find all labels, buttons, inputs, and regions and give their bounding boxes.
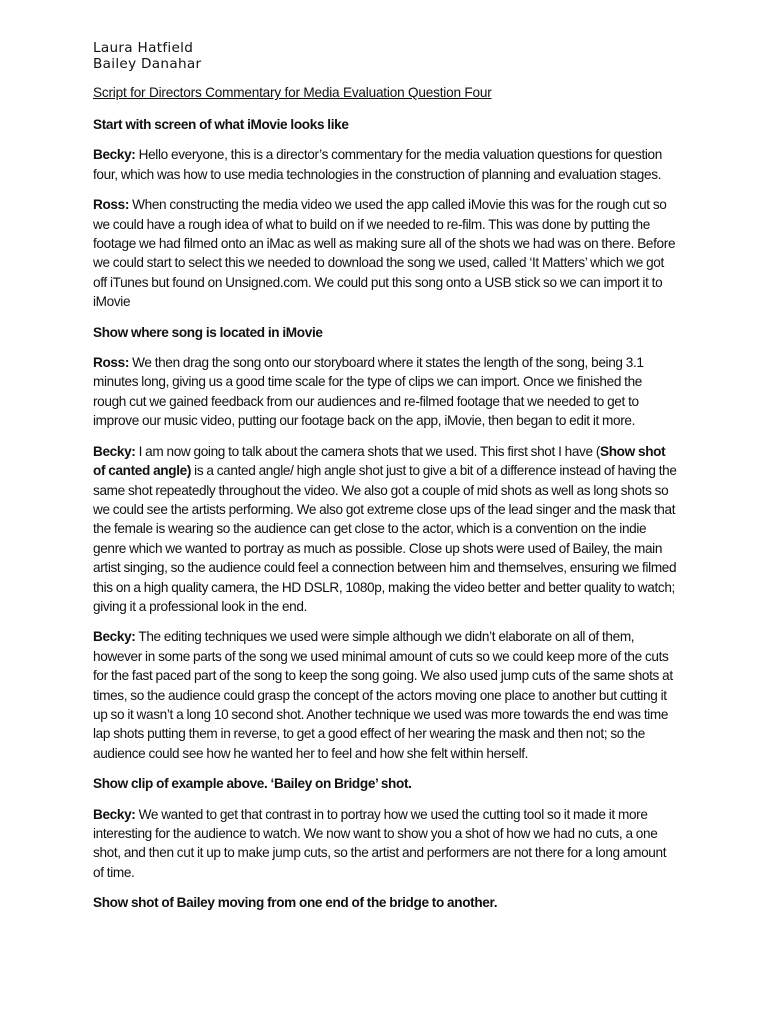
speech-text: We wanted to get that contrast in to portray how we used the cutting tool so it made it more interesting for the audience to watch. We now want to show you a shot of how we had no cuts, a one shot, and then cut it up to make jump cuts, so the artist and performers are not there for a long amount of time. xyxy=(93,806,667,880)
speech-paragraph xyxy=(93,805,677,883)
speech-text: We then drag the song onto our storyboard where it states the length of the song, being 3.1 minutes long, giving us a good time scale for the type of clips we can import. Once we finished the rough cut we gained feedback from our audiences and re-filmed footage that we needed to get to improve our music video, putting our footage back on the app, iMovie, then began to edit it more. xyxy=(93,355,644,429)
speech-text: is a canted angle/ high angle shot just to give a bit of a difference instead of having the same shot repeatedly throughout the video. We also got a couple of mid shots as well as long shots so we could see the artists performing. We also got extreme close ups of the lead singer and the mask that the female is wearing so the audience can get close to the actor, which is a convention on the indie genre which we wanted to portray as much as possible. Close up shots were used of Bailey, the main artist singing, so the audience could feel a connection between him and themselves, ensuring we filmed this on a high quality camera, the HD DSLR, 1080p, making the video better and better quality to watch; giving it a professional look in the end. xyxy=(93,463,677,614)
author-name: Laura Hatfield xyxy=(93,40,194,56)
speaker-label: Becky: xyxy=(93,443,136,459)
speaker-label: Ross: xyxy=(93,355,130,371)
speech-text: I am now going to talk about the camera shots that we used. This first shot I have ( xyxy=(135,443,601,459)
inline-direction: Show shot of canted angle) xyxy=(93,443,666,479)
speaker-label: Ross: xyxy=(93,197,130,213)
document-title: Script for Directors Commentary for Media Evaluation Question Four xyxy=(93,85,492,100)
speech-paragraph xyxy=(93,353,677,431)
stage-direction: Show clip of example above. ‘Bailey on Bridge’ shot. xyxy=(93,776,412,792)
stage-direction: Show where song is located in iMovie xyxy=(93,324,323,340)
speaker-label: Becky: xyxy=(93,806,136,822)
document-page xyxy=(93,40,677,924)
speech-paragraph xyxy=(93,627,677,763)
speech-text: When constructing the media video we used the app called iMovie this was for the rough cut so we could have a rough idea of what to build on if we needed to re-film. This was done by putting the footage we had filmed onto an iMac as well as making sure all of the shots we had was on there. Before we could start to select this we needed to download the song we used, called ‘It Matters’ which we got off iTunes but found on Unsigned.com. We could put this song onto a USB stick so we can import it to iMovie xyxy=(93,197,676,310)
author-name: Bailey Danahar xyxy=(93,56,202,72)
speech-paragraph xyxy=(93,145,677,184)
speech-text: Hello everyone, this is a director’s commentary for the media valuation questions for question four, which was how to use media technologies in the construction of planning and evaluation stages. xyxy=(93,147,662,182)
speaker-label: Becky: xyxy=(93,629,136,645)
author-list xyxy=(93,40,677,72)
speaker-label: Becky: xyxy=(93,147,136,163)
stage-direction: Show shot of Bailey moving from one end of the bridge to another. xyxy=(93,895,498,911)
stage-direction: Start with screen of what iMovie looks like xyxy=(93,117,349,132)
speech-text: The editing techniques we used were simple although we didn’t elaborate on all of them, however in some parts of the song we used minimal amount of cuts so we could keep more of the cuts for the fast paced part of the song to keep the song going. We also used jump cuts of the same shots at times, so the audience could grasp the concept of the actors moving one place to another but cutting it up so it wasn’t a long 10 second shot. Another technique we used was more towards the end was time lap shots putting them in reverse, to get a good effect of her wearing the mask and then not; so the audience could see how he wanted her to feel and how she felt within herself. xyxy=(93,629,673,761)
speech-paragraph xyxy=(93,195,677,311)
speech-paragraph xyxy=(93,442,677,617)
